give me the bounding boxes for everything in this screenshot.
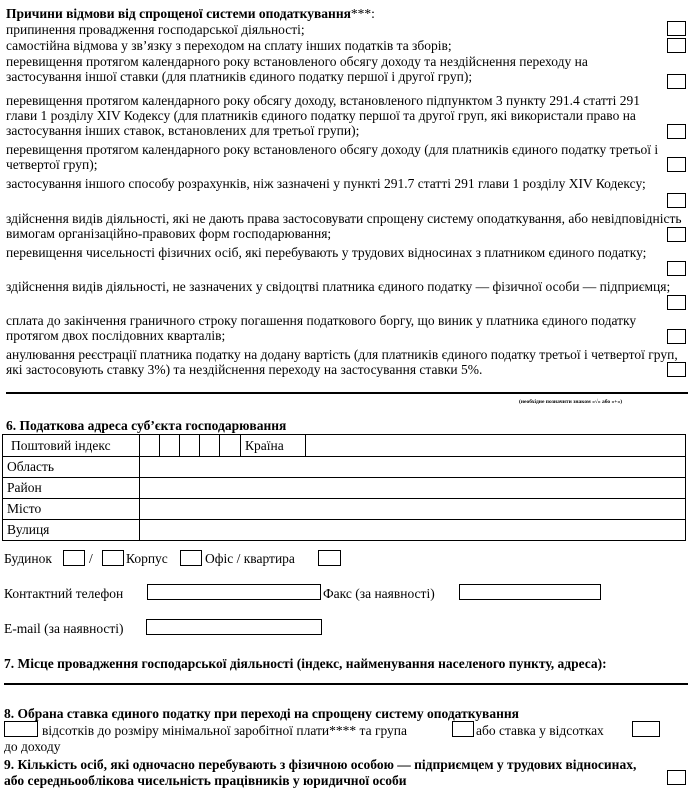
- reason-item-2: самостійна відмова у зв’язку з переходом на сплату інших податків та зборів;: [6, 38, 452, 53]
- reason-item-7: здійснення видів діяльності, які не дають права застосовувати спрощену систему оподаткування, або невідповідність вимогам організаційно-правових форм господарювання;: [6, 211, 682, 242]
- region-label: Область: [7, 459, 55, 474]
- section9-line2: або середньооблікова чисельність працівників у юридичної особи: [4, 773, 407, 788]
- employee-count-input[interactable]: [667, 770, 686, 785]
- city-label: Місто: [7, 501, 42, 516]
- street-input[interactable]: [140, 520, 686, 541]
- postal-digit-3[interactable]: [180, 435, 200, 457]
- reason-item-10: сплата до закінчення граничного строку погашення податкового боргу, що виник у платника єдиного податку протягом двох послідовних кварталів;: [6, 313, 637, 344]
- reason-item-6: застосування іншого способу розрахунків, ніж зазначені у пункті 291.7 статті 291 глави 1 розділу XIV Кодексу;: [6, 176, 646, 191]
- district-input[interactable]: [140, 478, 686, 499]
- reason-checkbox-6[interactable]: [667, 193, 686, 208]
- reason-checkbox-5[interactable]: [667, 157, 686, 172]
- reason-checkbox-3[interactable]: [667, 74, 686, 89]
- section9-line1: 9. Кількість осіб, які одночасно перебувають з фізичною особою — підприємцем у трудових відносинах,: [4, 757, 637, 772]
- country-input[interactable]: [306, 435, 686, 457]
- region-input[interactable]: [140, 457, 686, 478]
- section8-title: 8. Обрана ставка єдиного податку при переході на спрощену систему оподаткування: [4, 706, 519, 721]
- block-input[interactable]: [180, 550, 202, 566]
- reason-item-8: перевищення чисельності фізичних осіб, які перебувають у трудових відносинах з платником єдиного податку;: [6, 245, 647, 260]
- reason-checkbox-2[interactable]: [667, 38, 686, 53]
- email-input[interactable]: [146, 619, 322, 635]
- postal-digit-2[interactable]: [160, 435, 180, 457]
- building-slash: /: [89, 551, 93, 566]
- office-label: Офіс / квартира: [205, 551, 295, 566]
- rate-min-wage-input[interactable]: [4, 721, 38, 737]
- reason-checkbox-10[interactable]: [667, 329, 686, 344]
- reason-item-9: здійснення видів діяльності, не зазначених у свідоцтві платника єдиного податку — фізичної особи — підприємця;: [6, 279, 671, 294]
- building-input[interactable]: [63, 550, 85, 566]
- reason-item-1: припинення провадження господарської діяльності;: [6, 22, 305, 37]
- fax-input[interactable]: [459, 584, 601, 600]
- reasons-title-mark: ***: [350, 6, 372, 21]
- email-label: E-mail (за наявності): [4, 621, 124, 636]
- district-label: Район: [7, 480, 42, 495]
- reason-item-5: перевищення протягом календарного року встановленого обсягу доходу (для платників єдиного податку третьої і четвертої груп);: [6, 142, 659, 173]
- postal-digit-1[interactable]: [140, 435, 160, 457]
- checkmark-note: (необхідне позначити знаком «√» або «+»): [519, 399, 623, 405]
- office-input[interactable]: [318, 550, 341, 566]
- reason-checkbox-7[interactable]: [667, 227, 686, 242]
- section8-part2: або ставка у відсотках: [476, 723, 604, 738]
- section8-part3: до доходу: [4, 739, 61, 754]
- phone-input[interactable]: [147, 584, 321, 600]
- building-suffix-input[interactable]: [102, 550, 124, 566]
- reason-checkbox-8[interactable]: [667, 261, 686, 276]
- reasons-title-line: [6, 6, 375, 21]
- section6-title: 6. Податкова адреса суб’єкта господарювання: [6, 418, 287, 433]
- reason-checkbox-9[interactable]: [667, 295, 686, 310]
- reasons-title: Причини відмови від спрощеної системи оподаткування: [6, 6, 351, 21]
- section8-part1: відсотків до розміру мінімальної заробітної плати**** та група: [42, 723, 408, 738]
- country-label: Країна: [245, 437, 284, 453]
- postal-digit-4[interactable]: [200, 435, 220, 457]
- postal-digit-5[interactable]: [220, 435, 241, 457]
- block-label: Корпус: [126, 551, 168, 566]
- section7-answer-line[interactable]: [4, 683, 688, 685]
- reason-item-3: перевищення протягом календарного року встановленого обсягу доходу та нездійснення переходу на застосування іншої ставки (для платників єдиного податку першої і другої груп);: [6, 54, 588, 85]
- building-label: Будинок: [4, 551, 52, 566]
- postal-index-label: Поштовий індекс: [11, 437, 111, 453]
- reason-item-4: перевищення протягом календарного року обсягу доходу, встановленого підпунктом 3 пункту 291.4 статті 291 глави 1 розділу XIV Кодексу (для платників єдиного податку першої та другої груп, які використали право на застосування інших ставок, встановлених для третьої групи);: [6, 93, 641, 139]
- divider: [6, 392, 688, 394]
- reason-checkbox-11[interactable]: [667, 362, 686, 377]
- reason-checkbox-4[interactable]: [667, 124, 686, 139]
- reasons-title-colon: :: [371, 6, 375, 21]
- fax-label: Факс (за наявності): [323, 586, 435, 601]
- reason-checkbox-1[interactable]: [667, 21, 686, 36]
- address-table: [2, 434, 686, 541]
- rate-percent-input[interactable]: [632, 721, 660, 737]
- city-input[interactable]: [140, 499, 686, 520]
- reason-item-11: анулювання реєстрації платника податку на додану вартість (для платників єдиного податку третьої і четвертої груп, які застосовують ставку 3%) та нездійснення переходу на застосування ставки 5%.: [6, 347, 678, 378]
- street-label: Вулиця: [7, 522, 50, 537]
- group-input[interactable]: [452, 721, 474, 737]
- phone-label: Контактний телефон: [4, 586, 124, 601]
- section7-title: 7. Місце провадження господарської діяльності (індекс, найменування населеного пункту, адреса):: [4, 656, 607, 671]
